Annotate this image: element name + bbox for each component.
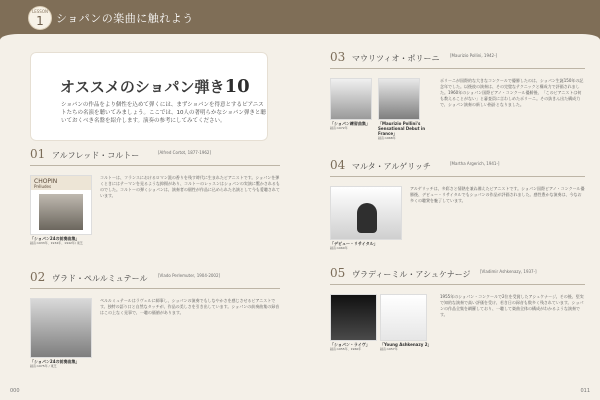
section-02 bbox=[30, 270, 280, 390]
section-rule bbox=[330, 176, 585, 177]
section-english: [Martha Argerich, 1941-] bbox=[450, 161, 500, 166]
page-number-right: 011 bbox=[580, 388, 590, 394]
album-title: 「デビュー・リサイタル」 bbox=[330, 241, 378, 246]
section-number: 05 bbox=[330, 266, 346, 280]
lesson-badge bbox=[28, 6, 52, 30]
section-number: 04 bbox=[330, 158, 346, 172]
album-caption bbox=[330, 241, 410, 251]
album-cover-2 bbox=[380, 294, 427, 341]
section-03 bbox=[330, 50, 585, 150]
intro-body: ショパンの作品をより個性を込めて弾くには、まずショパンを得意とするピアニストたちの名演を聴いてみましょう。ここでは、10人の著明らかなショパン弾きと聴いておくべき名盤を紹介します。演奏の参考にしてみてください。 bbox=[61, 102, 266, 124]
header-title: ショパンの楽曲に触れよう bbox=[56, 12, 194, 25]
album-caption-1 bbox=[330, 342, 378, 352]
intro-title-text: オススメのショパン弾き bbox=[60, 78, 225, 96]
cover-photo bbox=[331, 79, 371, 119]
album-caption-1 bbox=[330, 121, 374, 131]
section-body: ペルルミュテールはラヴェルに師事し、ショパンの演奏でもしなやかさを感じさせるピアニストです。独特の語り口と自然なタッチが、作品の美しさを引き出しています。ショパンの前奏曲集の録音はこの上なく見事で、一聴の価値があります。 bbox=[100, 298, 280, 315]
section-01 bbox=[30, 147, 280, 267]
section-name: アルフレッド・コルトー bbox=[52, 151, 140, 160]
album-meta-1: 録音:1972年 bbox=[330, 126, 348, 130]
section-number: 02 bbox=[30, 270, 46, 284]
album-title: 「ショパン24の前奏曲集」 bbox=[30, 236, 80, 241]
album-cover-1 bbox=[330, 294, 377, 341]
cover-portrait bbox=[357, 203, 377, 233]
section-rule bbox=[30, 165, 280, 166]
section-name: ヴラド・ペルルミュテール bbox=[52, 274, 148, 283]
lesson-label: LESSON bbox=[32, 9, 48, 14]
section-05 bbox=[330, 266, 585, 381]
album-title-2: 「Maurizio Pollini's Sensational Debut in France」 bbox=[378, 121, 426, 136]
album-title-2: 「Young Ashkenazy 2」 bbox=[380, 342, 432, 347]
section-english: [Vladimir Ashkenazy, 1937-] bbox=[480, 269, 537, 274]
section-body: ポリーニが国際的な大きなコンクールで優勝したのは、ショパン生誕150年の記念年でした。以後彼の演奏は、その完璧なテクニックと構成力で評価されました。1960年のショパン国際ピアノ・コンクール優勝後、「このピアニストは何も教えることがない」と審査員に言わしめたポリーニ。その抜きん出た構成力で、ショパン演奏の新しい指針となりました。 bbox=[440, 78, 584, 107]
cover-photo bbox=[381, 295, 426, 340]
album-title-1: 「ショパン・ライヴ」 bbox=[330, 342, 370, 347]
album-cover-2 bbox=[378, 78, 420, 120]
section-number: 01 bbox=[30, 147, 46, 161]
album-title: 「ショパン24の前奏曲集」 bbox=[30, 359, 80, 364]
lesson-number: 1 bbox=[36, 14, 44, 28]
section-name: マルタ・アルゲリッチ bbox=[352, 162, 431, 171]
album-caption-2 bbox=[378, 121, 438, 141]
section-body: アルゲリッチは、多彩さと情熱を兼ね備えたピアニストです。ショパン国際ピアノ・コンクール優勝後、デビュー・リサイタルでもショパンの作品が評価されました。感性豊かな演奏は、今なお多くの聴衆を魅了しています。 bbox=[410, 186, 585, 203]
album-cover-1 bbox=[330, 78, 372, 120]
page-number-left: 000 bbox=[10, 388, 20, 394]
intro-title bbox=[60, 76, 250, 97]
section-english: [Alfred Cortot, 1877-1962] bbox=[158, 150, 212, 155]
album-caption bbox=[30, 236, 120, 246]
album-meta-2: 録音:1957年 bbox=[380, 347, 398, 351]
cover-label-1: CHOPIN bbox=[34, 178, 58, 185]
album-cover bbox=[30, 175, 92, 235]
section-04 bbox=[330, 158, 585, 263]
cover-photo bbox=[379, 79, 419, 119]
album-caption bbox=[30, 359, 120, 369]
section-body: 1955年のショパン・コンクールで2位を受賞したアシュケナージ。その後、堅実で知的な演奏で高い評価を受け、若き日の録音も数多く残されています。ショパンの作品全集を網羅しており、一聴して楽曲全体の構成がわかるような演奏です。 bbox=[440, 294, 584, 317]
section-english: [Maurizio Pollini, 1942-] bbox=[450, 53, 498, 58]
section-rule bbox=[330, 284, 585, 285]
album-cover bbox=[330, 186, 402, 240]
section-number: 03 bbox=[330, 50, 346, 64]
section-name: マウリツィオ・ポリーニ bbox=[352, 54, 440, 63]
album-title-1: 「ショパン練習曲集」 bbox=[330, 121, 370, 126]
cover-photo bbox=[31, 299, 91, 357]
album-meta: 録音:1933年、1934年、1942年/ 東芝 bbox=[30, 241, 83, 245]
album-meta-2: 録音:1968年 bbox=[378, 136, 396, 140]
section-name: ヴラディーミル・アシュケナージ bbox=[352, 270, 471, 279]
album-meta-1: 録音:1955年、1960年 bbox=[330, 347, 362, 351]
intro-card bbox=[30, 52, 268, 141]
cover-label-2: Préludes bbox=[34, 184, 52, 189]
section-rule bbox=[30, 288, 280, 289]
album-meta: 録音:1975年 / 東芝 bbox=[30, 364, 57, 368]
section-english: [Vlado Perlemuter, 1904-2002] bbox=[158, 273, 221, 278]
intro-title-number: 10 bbox=[224, 76, 250, 97]
cover-photo bbox=[331, 295, 376, 340]
portrait-photo bbox=[39, 194, 83, 230]
album-meta: 録音:1960年 bbox=[330, 246, 348, 250]
section-body: コルトーは、フランスにおけるロマン派の香りを残す時代に生まれたピアニストです。ショパンを弾くときにはテーマンを見るような抑揚があり、コルトーのレッスンはショパンの実演に驚かされるものでした。コルトーの弾くショパンは、演奏者の個性が作品に込められた名演として今も愛聴されています。 bbox=[100, 175, 280, 198]
section-rule bbox=[330, 68, 585, 69]
album-caption-2 bbox=[380, 342, 432, 352]
album-cover bbox=[30, 298, 92, 358]
